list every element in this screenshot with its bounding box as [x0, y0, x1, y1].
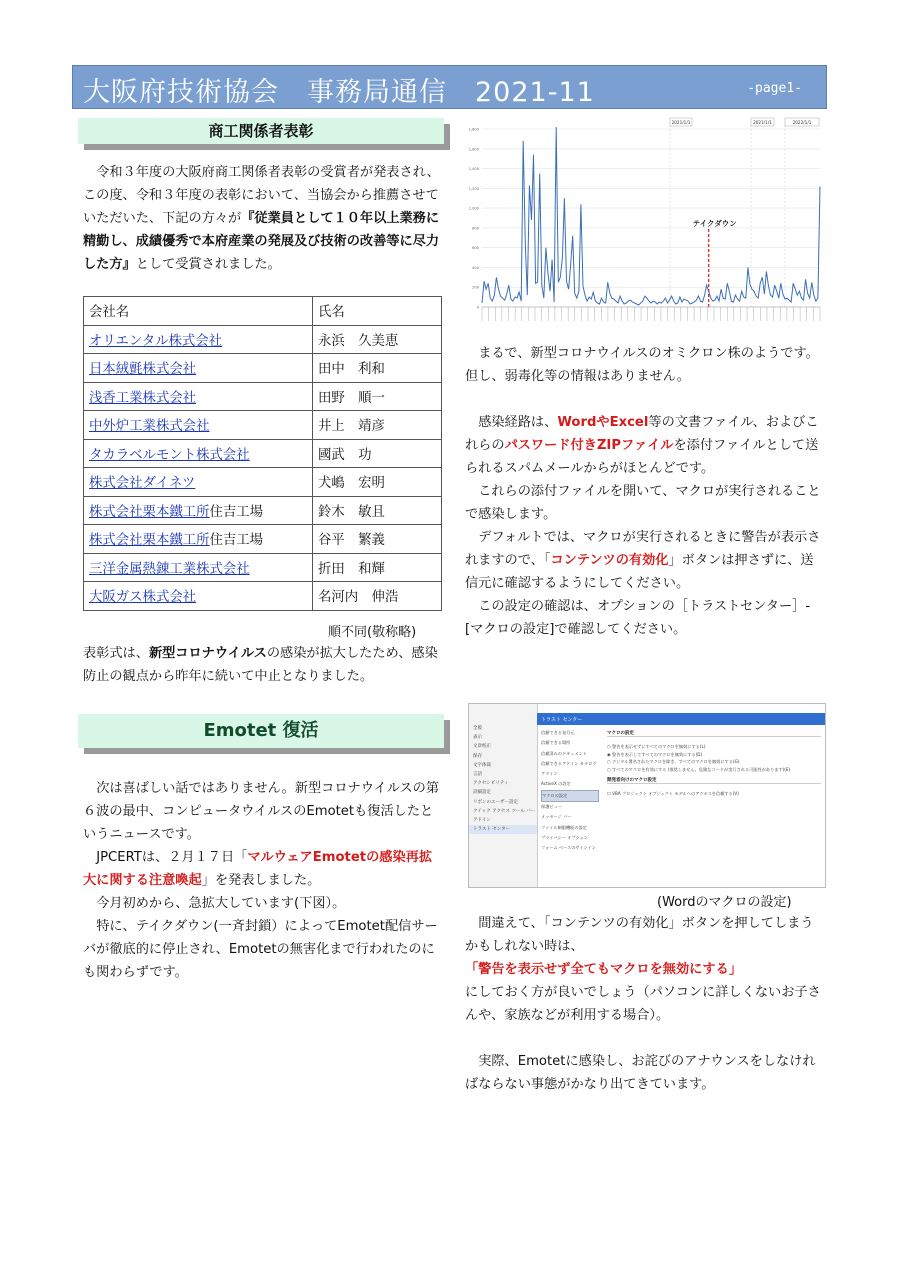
person-name: 犬嶋 宏明 — [313, 468, 442, 497]
sidebar-item: 詳細設定 — [473, 790, 491, 796]
emotet-detection-chart — [462, 117, 826, 342]
macro-option — [607, 743, 821, 751]
sidebar-item: 表示 — [473, 735, 482, 741]
disable-macros-highlight: 「警告を表示せず全てもマクロを無効にする」 — [465, 962, 742, 977]
company-link[interactable]: タカラベルモント株式会社 — [89, 447, 250, 463]
table-header-row — [84, 297, 442, 326]
infection-p2-b: 等の文書ファイル、およびこれらの — [465, 415, 819, 453]
y-tick-label: 400 — [472, 265, 479, 270]
sidebar-item: アドイン — [473, 817, 491, 823]
sidebar-item: 文字体裁 — [473, 762, 491, 768]
zip-highlight: パスワード付きZIPファイル — [504, 438, 674, 453]
series-line — [482, 127, 820, 305]
person-name: 名河内 伸浩 — [313, 582, 442, 611]
nav-item: 信頼できる発行元 — [541, 730, 575, 735]
developer-settings-heading: 開発者向けのマクロ設定 — [607, 777, 821, 784]
y-tick-label: 1,600 — [468, 147, 479, 152]
y-tick-label: 1,800 — [468, 127, 479, 132]
section-heading-emotet: Emotet 復活 — [78, 714, 444, 748]
nav-item: 保護ビュー — [541, 804, 562, 810]
option-label: 警告を表示してすべてのマクロを無効にする(D) — [612, 751, 703, 757]
radio-icon: ○ — [607, 759, 612, 764]
column-header-company: 会社名 — [84, 297, 313, 326]
company-link[interactable]: 三洋金属熱錬工業株式会社 — [89, 561, 250, 577]
company-link[interactable]: 大阪ガス株式会社 — [89, 590, 197, 606]
company-link[interactable]: 株式会社栗本鐵工所 — [89, 533, 210, 549]
emotet-p1: 次は喜ばしい話ではありません。新型コロナウイルスの第６波の最中、コンピュータウイルスのEmotetも復活したというニュースです。 — [83, 781, 440, 842]
company-link[interactable]: 中外炉工業株式会社 — [89, 419, 210, 435]
person-name: 谷平 繁義 — [313, 525, 442, 554]
screenshot-caption: (Wordのマクロの設定) — [657, 895, 792, 910]
sidebar-item: 文章校正 — [473, 744, 491, 750]
year-label: 2021/1/1 — [753, 120, 772, 125]
enable-content-highlight: コンテンツの有効化 — [550, 553, 669, 568]
sidebar-item: アクセシビリティ — [473, 781, 509, 787]
ceremony-paragraph — [83, 642, 443, 688]
options-sidebar — [469, 704, 538, 887]
macro-option — [607, 766, 821, 774]
ceremony-text-bold: 新型コロナウイルス — [148, 646, 267, 661]
award-intro — [83, 161, 443, 276]
nav-item: メッセージ バー — [541, 814, 572, 820]
nav-item: ファイル制限機能の設定 — [541, 824, 587, 830]
trust-center-screenshot — [468, 703, 826, 888]
person-name: 田野 順一 — [313, 382, 442, 411]
sidebar-item: 全般 — [473, 726, 482, 731]
nav-item: プライバシー オプション — [541, 834, 588, 840]
ceremony-text-a: 表彰式は、 — [83, 646, 149, 661]
table-row — [84, 553, 442, 582]
emotet-p2-a: JPCERTは、２月１７日「 — [96, 850, 248, 865]
option-label: 警告を表示せずにすべてのマクロを無効にする(L) — [612, 744, 706, 749]
company-link[interactable]: 日本絨氈株式会社 — [89, 362, 197, 378]
emotet-p4: 特に、テイクダウン(一斉封鎖）によってEmotet配信サーバが徹底的に停止され、Emotetの無害化まで行われたのにも関わらずです。 — [83, 919, 438, 980]
award-criteria: 『従業員として１０年以上業務に精勤し、成績優秀で本府産業の発展及び技術の改善等に尽力した方』 — [83, 211, 440, 272]
person-name: 永浜 久美恵 — [313, 325, 442, 354]
page-number: -page1- — [747, 81, 802, 96]
macro-option-selected — [607, 751, 821, 759]
company-cell — [84, 496, 313, 525]
nav-item: 信頼済みのドキュメント — [541, 750, 588, 756]
person-name: 折田 和輝 — [313, 553, 442, 582]
option-label: VBA プロジェクト オブジェクト モデルへのアクセスを信頼する(V) — [612, 791, 739, 796]
emotet-p2-b: 」を発表しました。 — [201, 873, 321, 888]
person-name: 鈴木 敏且 — [313, 496, 442, 525]
infection-p2-a: 感染経路は、 — [478, 415, 558, 430]
y-tick-label: 1,400 — [468, 167, 479, 172]
advice-p3: 実際、Emotetに感染し、お詫びのアナウンスをしなければならない事態がかなり出てきています。 — [465, 1054, 816, 1092]
infection-p3: これらの添付ファイルを開いて、マクロが実行されることで感染します。 — [465, 484, 821, 522]
macro-settings-panel — [607, 728, 821, 798]
macro-option — [607, 758, 821, 766]
award-intro-end: として受賞されました。 — [135, 257, 281, 272]
y-tick-label: 200 — [472, 285, 479, 290]
newsletter-title: 大阪府技術協会 事務局通信 2021-11 — [83, 77, 595, 108]
company-link[interactable]: 株式会社ダイネツ — [89, 476, 196, 492]
person-name: 國武 功 — [313, 439, 442, 468]
infection-p4 — [465, 526, 825, 595]
infection-p5: この設定の確認は、オプションの［トラストセンター］-[マクロの設定]で確認してください。 — [465, 599, 811, 637]
jpcert-alert-title: マルウェアEmotetの感染再拡大に関する注意喚起 — [83, 850, 433, 888]
nav-item: アドイン — [541, 771, 558, 777]
table-row — [84, 439, 442, 468]
takedown-label: テイクダウン — [692, 219, 737, 228]
table-row — [84, 496, 442, 525]
radio-icon: ○ — [607, 744, 612, 749]
table-row — [84, 382, 442, 411]
sidebar-item: リボンのユーザー設定 — [473, 799, 518, 805]
company-cell — [84, 468, 313, 497]
company-cell — [84, 553, 313, 582]
trust-center-titlebar — [537, 713, 825, 725]
company-suffix: 住吉工場 — [209, 533, 264, 549]
table-row — [84, 525, 442, 554]
award-table — [83, 296, 442, 611]
y-tick-label: 600 — [472, 246, 479, 251]
nav-item: 信頼できる場所 — [541, 740, 571, 746]
emotet-p3: 今月初めから、急拡大しています(下図）。 — [96, 896, 346, 911]
advice-p2: にしておく方が良いでしょう（パソコンに詳しくないお子さんや、家族などが利用する場合）。 — [465, 985, 821, 1023]
nav-item: 信頼できるアドイン カタログ — [541, 760, 597, 766]
table-row — [84, 468, 442, 497]
table-row — [84, 325, 442, 354]
company-suffix: 住吉工場 — [209, 504, 264, 520]
radio-icon: ○ — [607, 766, 612, 772]
advice-p1: 間違えて、「コンテンツの有効化」ボタンを押してしまうかもしれない時は、 — [465, 916, 814, 954]
infection-p2 — [465, 411, 825, 480]
sidebar-item: 言語 — [473, 771, 482, 777]
nav-item: フォーム ベースのサインイン — [541, 845, 596, 851]
trust-center-nav — [541, 728, 599, 854]
infection-p2-c: を添付ファイルとして送られるスパムメールからがほとんどです。 — [465, 438, 819, 476]
infection-p4-b: 」ボタンは押さずに、送信元に確認するようにしてください。 — [465, 553, 814, 591]
company-cell — [84, 382, 313, 411]
trust-center-title: トラスト センター — [541, 717, 583, 723]
emotet-p2 — [83, 846, 445, 892]
nav-item: ActiveX の設定 — [541, 781, 571, 787]
infection-article — [465, 342, 825, 641]
company-cell — [84, 325, 313, 354]
year-label: 2022/1/1 — [792, 120, 812, 125]
table-row — [84, 354, 442, 383]
company-cell — [84, 439, 313, 468]
radio-selected-icon: ◉ — [607, 751, 612, 757]
company-cell — [84, 354, 313, 383]
nav-item-selected: マクロの設定 — [541, 790, 599, 802]
y-tick-label: 1,000 — [468, 206, 479, 211]
company-cell — [84, 582, 313, 611]
table-row — [84, 582, 442, 611]
column-header-name: 氏名 — [313, 297, 442, 326]
advice-article — [465, 912, 825, 1096]
company-link[interactable]: 浅香工業株式会社 — [89, 390, 197, 406]
person-name: 田中 利和 — [313, 354, 442, 383]
y-tick-label: 800 — [472, 226, 479, 231]
year-label: 2021/1/1 — [671, 120, 691, 125]
word-excel-highlight: WordやExcel — [557, 415, 649, 430]
macro-settings-heading: マクロの設定 — [607, 730, 821, 737]
sidebar-item: 保存 — [473, 753, 482, 759]
sidebar-item-selected: トラスト センター — [469, 825, 537, 834]
table-note: 順不同(敬称略) — [328, 625, 417, 640]
infection-p1: まるで、新型コロナウイルスのオミクロン株のようです。但し、弱毒化等の情報はありません。 — [465, 346, 819, 384]
developer-option — [607, 790, 821, 798]
company-cell — [84, 411, 313, 440]
infection-p4-a: デフォルトでは、マクロが実行されるときに警告が表示されますので、「 — [465, 530, 821, 568]
y-tick-label: 0 — [476, 305, 479, 310]
checkbox-icon: ☐ — [607, 791, 613, 796]
option-label: デジタル署名されたマクロを除き、すべてのマクロを無効にする(G) — [612, 759, 740, 764]
award-intro-text: 令和３年度の大阪府商工関係者表彰の受賞者が発表され、この度、令和３年度の表彰において、当協会から推薦させていただいた、下記の方々が — [83, 165, 440, 226]
person-name: 井上 靖彦 — [313, 411, 442, 440]
sidebar-item: クイック アクセス ツール バー — [473, 808, 536, 814]
emotet-article — [83, 777, 445, 984]
company-link[interactable]: オリエンタル株式会社 — [89, 333, 223, 349]
company-cell — [84, 525, 313, 554]
section-heading-award: 商工関係者表彰 — [78, 118, 444, 144]
option-label: すべてのマクロを有効にする (推奨しません。危険なコードが実行される可能性があります)(E) — [612, 766, 791, 772]
newsletter-header — [72, 65, 827, 109]
y-tick-label: 1,200 — [468, 186, 479, 191]
ceremony-text-c: の感染が拡大したため、感染防止の観点から昨年に続いて中止となりました。 — [83, 646, 438, 684]
company-link[interactable]: 株式会社栗本鐵工所 — [89, 504, 210, 520]
table-row — [84, 411, 442, 440]
